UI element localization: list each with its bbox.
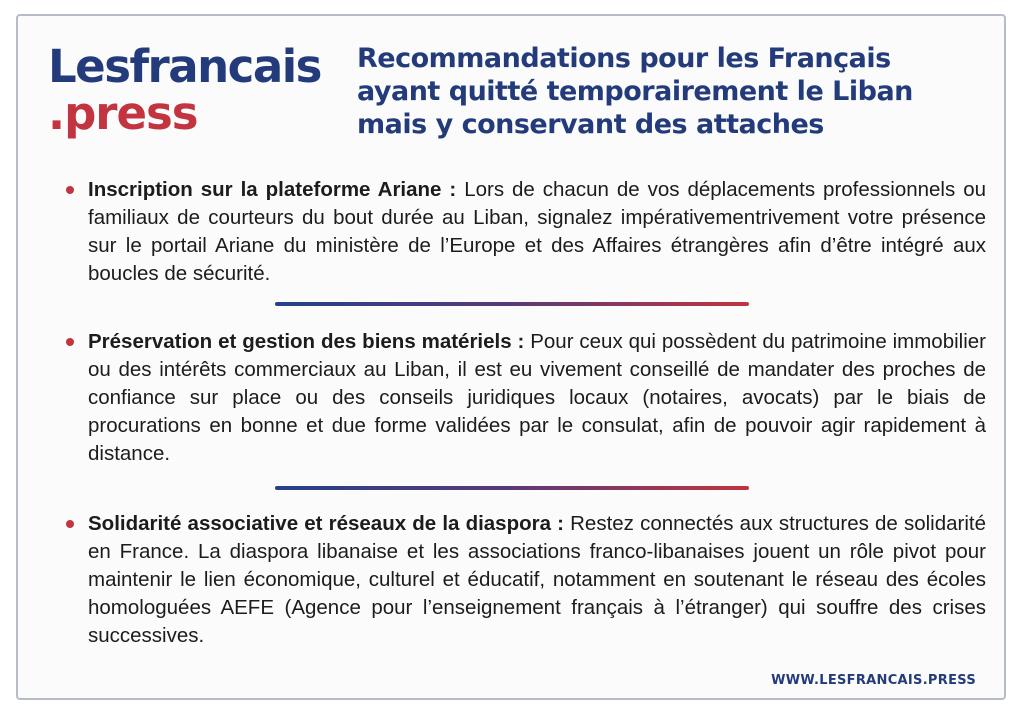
logo-suffix: .press	[48, 87, 198, 140]
title-line-2: ayant quitté temporairement le Liban	[357, 76, 913, 107]
recommendation-title: Inscription sur la plateforme Ariane :	[88, 178, 457, 201]
section-divider	[275, 302, 749, 306]
recommendation-text	[88, 328, 986, 468]
title-line-3: mais y conservant des attaches	[357, 109, 824, 140]
recommendation-biens	[66, 328, 986, 468]
recommendation-title: Solidarité associative et réseaux de la diaspora :	[88, 512, 564, 535]
site-logo[interactable]	[48, 40, 348, 140]
recommendation-body: Pour ceux qui possèdent du patrimoine immobilier ou des intérêts commerciaux au Liban, il est eu vivement conseillé de mandater des proches de confiance sur place ou des conseils juridiques locaux (notaires, avocats) par le biais de procurations en bonne et due forme validées par le consulat, afin de pouvoir agir rapidement à distance.	[88, 330, 986, 465]
section-divider	[275, 486, 749, 490]
recommendation-text	[88, 510, 986, 650]
website-link[interactable]: WWW.LESFRANCAIS.PRESS	[771, 673, 976, 688]
recommendation-diaspora	[66, 510, 986, 650]
recommendation-body: Lors de chacun de vos déplacements professionnels ou familiaux de courteurs du bout durée au Liban, signalez impérativementrivement votre présence sur le portail Ariane du ministère de l’Europe et des Affaires étrangères afin d’être intégré aux boucles de sécurité.	[88, 178, 986, 285]
bullet-icon	[66, 338, 74, 346]
recommendation-ariane	[66, 176, 986, 288]
page-title	[357, 42, 987, 141]
title-line-1: Recommandations pour les Français	[357, 43, 891, 74]
recommendation-title: Préservation et gestion des biens matériels :	[88, 330, 525, 353]
recommendation-body: Restez connectés aux structures de solidarité en France. La diaspora libanaise et les associations franco-libanaises jouent un rôle pivot pour maintenir le lien économique, culturel et éducatif, notamment en soutenant le réseau des écoles homologuées AEFE (Agence pour l’enseignement français à l’étranger) qui souffre des crises successives.	[88, 512, 986, 647]
recommendation-text	[88, 176, 986, 288]
bullet-icon	[66, 186, 74, 194]
bullet-icon	[66, 520, 74, 528]
logo-wordmark: Lesfrancais	[48, 40, 321, 93]
